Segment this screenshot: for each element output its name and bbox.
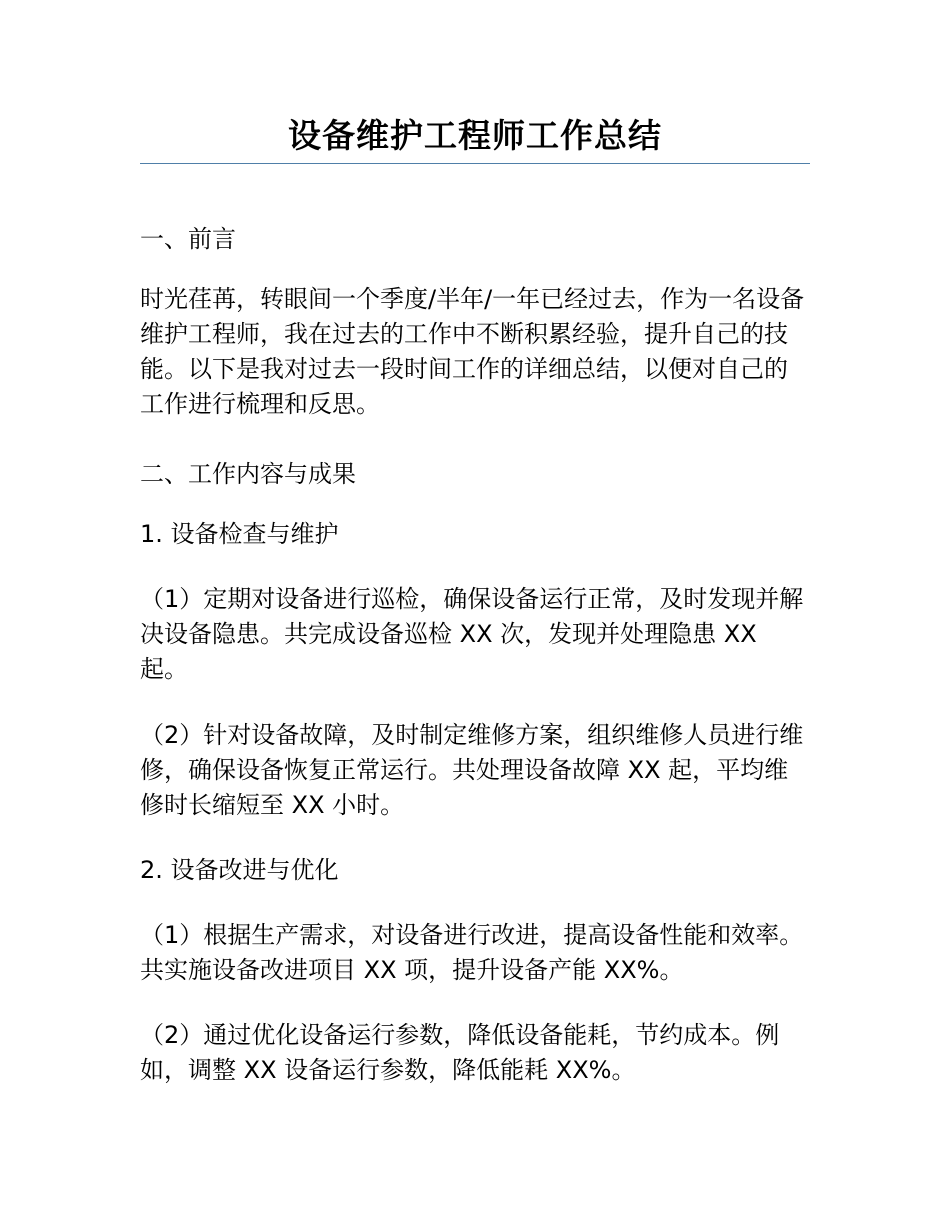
title-divider: [140, 163, 810, 164]
section-heading-preface: 一、前言: [140, 225, 236, 253]
preface-paragraph: 时光荏苒，转眼间一个季度/半年/一年已经过去，作为一名设备维护工程师，我在过去的工作中不断积累经验，提升自己的技能。以下是我对过去一段时间工作的详细总结，以便对自己的工作进行梳理和反思。: [140, 285, 805, 418]
improvement-item-1: （1）根据生产需求，对设备进行改进，提高设备性能和效率。共实施设备改进项目 XX 项，提升设备产能 XX%。: [140, 921, 804, 984]
improvement-item-2: （2）通过优化设备运行参数，降低设备能耗，节约成本。例如，调整 XX 设备运行参数，降低能耗 XX%。: [140, 1021, 780, 1084]
inspection-item-1: （1）定期对设备进行巡检，确保设备运行正常，及时发现并解决设备隐患。共完成设备巡检 XX 次，发现并处理隐患 XX 起。: [140, 585, 804, 683]
inspection-item-2: （2）针对设备故障，及时制定维修方案，组织维修人员进行维修，确保设备恢复正常运行。共处理设备故障 XX 起，平均维修时长缩短至 XX 小时。: [140, 721, 804, 819]
subsection-heading-improvement: 2. 设备改进与优化: [140, 856, 339, 884]
subsection-heading-inspection: 1. 设备检查与维护: [140, 520, 339, 548]
document-title: 设备维护工程师工作总结: [288, 116, 662, 155]
section-heading-work: 二、工作内容与成果: [140, 460, 356, 488]
